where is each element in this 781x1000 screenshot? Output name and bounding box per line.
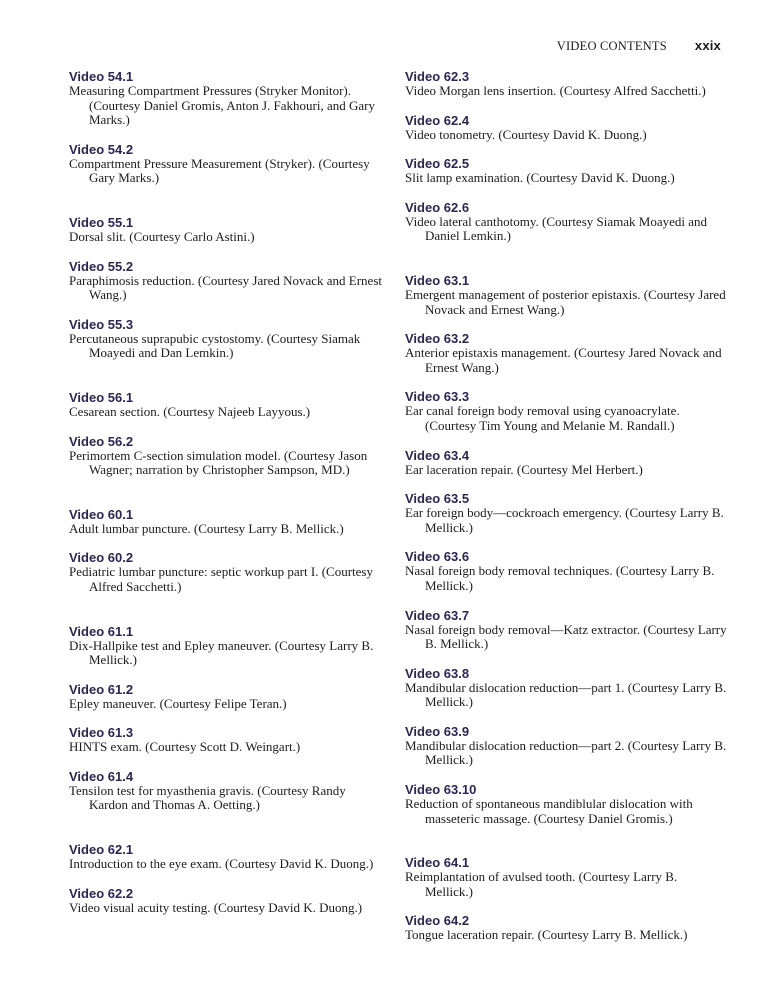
video-title: Video 55.1 — [69, 214, 134, 230]
video-entry — [69, 550, 387, 594]
video-description: Cesarean section. (Courtesy Najeeb Layyous.) — [69, 403, 311, 419]
video-title: Video 54.2 — [69, 141, 134, 157]
video-entry — [69, 624, 387, 668]
video-entry — [405, 782, 727, 826]
video-entry — [405, 855, 727, 899]
video-description: Video tonometry. (Courtesy David K. Duong.) — [405, 126, 647, 142]
video-description: Ear canal foreign body removal using cyanoacrylate. (Courtesy Tim Young and Melanie M. Randall.) — [405, 403, 680, 433]
video-entry — [69, 317, 387, 361]
video-entry — [405, 156, 727, 186]
video-description: Reduction of spontaneous mandiblular dislocation with masseteric massage. (Courtesy Daniel Gromis.) — [405, 796, 693, 826]
video-title: Video 63.1 — [405, 272, 470, 288]
video-entry — [405, 113, 727, 143]
video-description: Compartment Pressure Measurement (Stryker). (Courtesy Gary Marks.) — [69, 155, 370, 186]
video-title: Video 61.3 — [69, 725, 134, 741]
video-title: Video 56.2 — [69, 433, 134, 449]
video-description: Dix-Hallpike test and Epley maneuver. (Courtesy Larry B. Mellick.) — [69, 637, 374, 668]
video-description: Tensilon test for myasthenia gravis. (Courtesy Randy Kardon and Thomas A. Oetting.) — [69, 782, 346, 813]
video-description: Reimplantation of avulsed tooth. (Courtesy Larry B. Mellick.) — [405, 869, 678, 899]
video-description: Ear laceration repair. (Courtesy Mel Herbert.) — [405, 461, 643, 477]
video-entry — [69, 886, 387, 916]
video-description: Perimortem C-section simulation model. (Courtesy Jason Wagner; narration by Christopher Sampson, MD.) — [69, 447, 368, 478]
video-title: Video 54.1 — [69, 69, 134, 84]
video-title: Video 62.2 — [69, 885, 134, 901]
video-entry — [69, 215, 387, 245]
video-description: Ear foreign body—cockroach emergency. (Courtesy Larry B. Mellick.) — [405, 505, 724, 535]
video-description: Nasal foreign body removal—Katz extractor. (Courtesy Larry B. Mellick.) — [405, 621, 727, 652]
video-entry — [405, 273, 727, 317]
video-title: Video 60.2 — [69, 550, 134, 566]
video-entry — [405, 491, 727, 535]
video-title: Video 61.2 — [69, 681, 134, 697]
video-description: Anterior epistaxis management. (Courtesy Jared Novack and Ernest Wang.) — [405, 345, 722, 375]
video-description: Video Morgan lens insertion. (Courtesy Alfred Sacchetti.) — [405, 83, 706, 98]
video-description: Introduction to the eye exam. (Courtesy David K. Duong.) — [69, 856, 374, 872]
video-entry — [405, 724, 727, 768]
video-description: Slit lamp examination. (Courtesy David K. Duong.) — [405, 170, 675, 186]
video-description: Tongue laceration repair. (Courtesy Larry B. Mellick.) — [405, 927, 688, 943]
video-title: Video 61.1 — [69, 623, 134, 639]
video-entry — [405, 331, 727, 375]
video-title: Video 64.1 — [405, 855, 470, 871]
video-entry — [69, 259, 387, 303]
video-description: Epley maneuver. (Courtesy Felipe Teran.) — [69, 695, 287, 711]
video-description: Percutaneous suprapubic cystostomy. (Courtesy Siamak Moayedi and Dan Lemkin.) — [69, 330, 361, 361]
video-description: Emergent management of posterior epistaxis. (Courtesy Jared Novack and Ernest Wang.) — [405, 286, 726, 317]
video-title: Video 62.1 — [69, 842, 134, 858]
video-entry — [69, 769, 387, 813]
video-description: Mandibular dislocation reduction—part 1. (Courtesy Larry B. Mellick.) — [405, 679, 727, 710]
video-description: HINTS exam. (Courtesy Scott D. Weingart.) — [69, 739, 301, 755]
running-header — [0, 38, 721, 54]
video-entry — [405, 389, 727, 433]
video-title: Video 62.6 — [405, 199, 470, 215]
video-entry — [405, 69, 727, 99]
video-title: Video 63.2 — [405, 331, 470, 347]
video-title: Video 63.4 — [405, 447, 470, 463]
video-entry — [405, 666, 727, 710]
video-entry — [405, 448, 727, 478]
video-description: Adult lumbar puncture. (Courtesy Larry B. Mellick.) — [69, 520, 344, 536]
video-entry — [69, 142, 387, 186]
video-entry — [69, 434, 387, 478]
video-entry — [405, 200, 727, 244]
video-entry — [69, 507, 387, 537]
video-entry — [69, 842, 387, 872]
video-entry — [69, 682, 387, 712]
video-title: Video 55.2 — [69, 258, 134, 274]
video-entry — [405, 913, 727, 943]
video-description: Paraphimosis reduction. (Courtesy Jared Novack and Ernest Wang.) — [69, 272, 383, 303]
video-title: Video 63.8 — [405, 665, 470, 681]
video-description: Pediatric lumbar puncture: septic workup part I. (Courtesy Alfred Sacchetti.) — [69, 564, 373, 594]
video-entry — [405, 549, 727, 593]
video-title: Video 63.9 — [405, 723, 470, 739]
page-number: xxix — [694, 38, 721, 53]
video-description: Measuring Compartment Pressures (Stryker Monitor). (Courtesy Daniel Gromis, Anton J. Fakhouri, and Gary Marks.) — [69, 83, 375, 128]
video-title: Video 63.6 — [405, 549, 470, 565]
left-column — [69, 69, 387, 929]
video-description: Mandibular dislocation reduction—part 2. (Courtesy Larry B. Mellick.) — [405, 737, 727, 768]
video-title: Video 62.3 — [405, 69, 470, 84]
video-title: Video 61.4 — [69, 768, 134, 784]
video-title: Video 63.5 — [405, 491, 470, 507]
section-title: VIDEO CONTENTS — [556, 39, 667, 53]
video-title: Video 55.3 — [69, 316, 134, 332]
video-title: Video 63.7 — [405, 607, 470, 623]
video-title: Video 64.2 — [405, 913, 470, 929]
video-title: Video 62.4 — [405, 112, 470, 128]
video-title: Video 56.1 — [69, 389, 134, 405]
video-entry — [69, 390, 387, 420]
video-description: Video lateral canthotomy. (Courtesy Siamak Moayedi and Daniel Lemkin.) — [405, 213, 707, 244]
video-entry — [69, 69, 387, 128]
video-description: Dorsal slit. (Courtesy Carlo Astini.) — [69, 228, 255, 244]
video-title: Video 63.3 — [405, 389, 470, 405]
video-entry — [69, 725, 387, 755]
video-description: Nasal foreign body removal techniques. (Courtesy Larry B. Mellick.) — [405, 563, 715, 593]
video-title: Video 62.5 — [405, 156, 470, 172]
video-entry — [405, 608, 727, 652]
video-title: Video 60.1 — [69, 506, 134, 522]
video-description: Video visual acuity testing. (Courtesy David K. Duong.) — [69, 899, 363, 915]
right-column — [405, 69, 727, 957]
video-title: Video 63.10 — [405, 782, 477, 798]
